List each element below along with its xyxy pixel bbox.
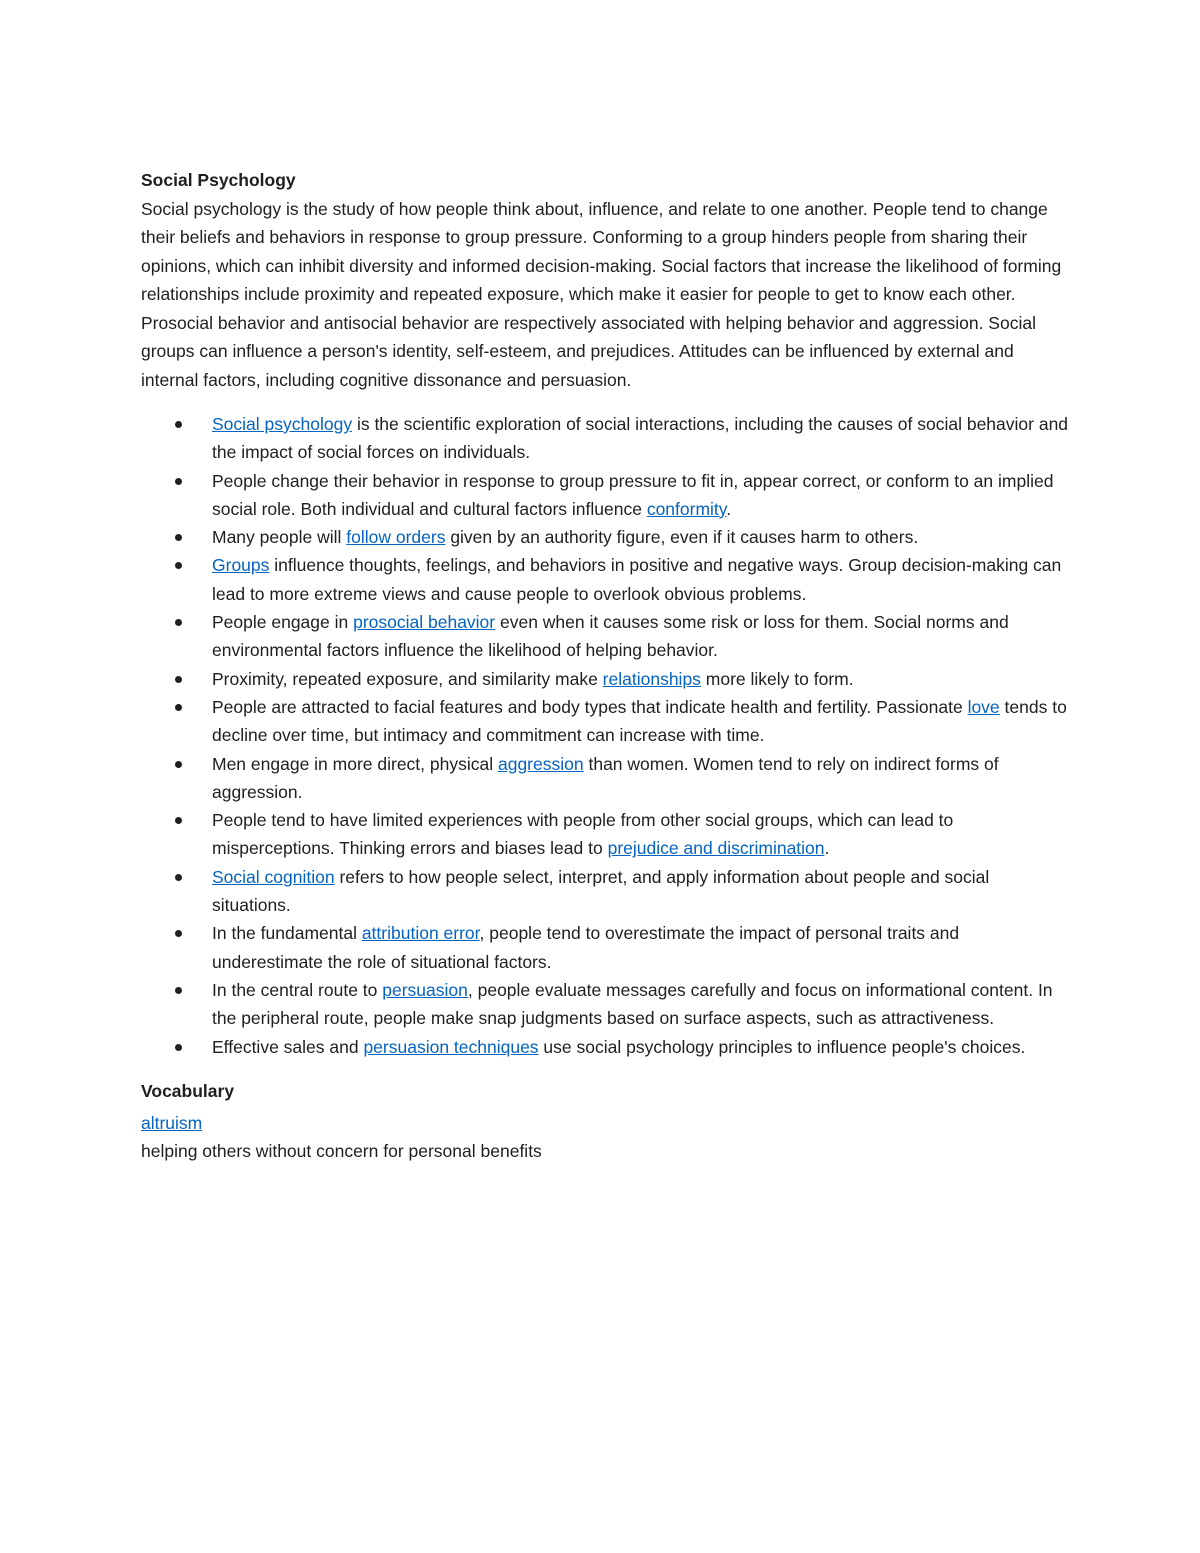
bullet-dot-icon	[175, 987, 182, 994]
bullet-dot-icon	[175, 817, 182, 824]
social-psychology-link[interactable]: Social psychology	[212, 414, 353, 434]
bullet-item: Many people will follow orders given by an authority figure, even if it causes harm to others.	[212, 523, 1071, 551]
prosocial-behavior-link[interactable]: prosocial behavior	[353, 612, 496, 633]
vocabulary-definition: helping others without concern for personal benefits	[141, 1140, 542, 1161]
attribution-error-link[interactable]: attribution error	[361, 923, 480, 944]
social-cognition-link[interactable]: Social cognition	[212, 866, 335, 887]
bullet-item: Social cognition refers to how people select, interpret, and apply information about people and social situations.	[212, 863, 1071, 920]
aggression-link[interactable]: aggression	[497, 753, 584, 774]
summary-bullet-list	[141, 410, 1071, 1061]
intro-paragraph: Social psychology is the study of how people think about, influence, and relate to one another. People tend to change their beliefs and behaviors in response to group pressure. Conforming to a group hinders people from sharing their opinions, which can inhibit diversity and informed decision-making. Social factors that increase the likelihood of forming relationships include proximity and repeated exposure, which make it easier for people to get to know each other. Prosocial behavior and antisocial behavior are respectively associated with helping behavior and aggression. Social groups can influence a person's identity, self-esteem, and prejudices. Attitudes can be influenced by external and internal factors, including cognitive dissonance and persuasion.	[141, 198, 1062, 390]
bullet-item: Social psychology is the scientific exploration of social interactions, including the causes of social behavior and the impact of social forces on individuals.	[212, 410, 1071, 467]
bullet-item: Groups influence thoughts, feelings, and behaviors in positive and negative ways. Group decision-making can lead to more extreme views and cause people to overlook obvious problems.	[212, 551, 1071, 608]
love-link[interactable]: love	[967, 696, 1000, 717]
conformity-link[interactable]: conformity	[646, 498, 727, 519]
bullet-item: People are attracted to facial features and body types that indicate health and fertility. Passionate love tends to decline over time, but intimacy and commitment can increase with time.	[212, 693, 1071, 750]
bullet-item: People tend to have limited experiences with people from other social groups, which can lead to misperceptions. Thinking errors and biases lead to prejudice and discrimination.	[212, 806, 1071, 863]
vocabulary-term-altruism-link[interactable]: altruism	[141, 1112, 203, 1133]
groups-link[interactable]: Groups	[212, 555, 270, 576]
bullet-item: In the central route to persuasion, people evaluate messages carefully and focus on informational content. In the peripheral route, people make snap judgments based on surface aspects, such as attractiveness.	[212, 976, 1071, 1033]
bullet-dot-icon	[175, 619, 182, 626]
follow-orders-link[interactable]: follow orders	[346, 527, 446, 548]
bullet-dot-icon	[175, 478, 182, 485]
bullet-item: Proximity, repeated exposure, and similarity make relationships more likely to form.	[212, 665, 1071, 693]
bullet-dot-icon	[175, 562, 182, 569]
bullet-item: People engage in prosocial behavior even when it causes some risk or loss for them. Social norms and environmental factors influence the likelihood of helping behavior.	[212, 608, 1071, 665]
bullet-dot-icon	[175, 421, 182, 428]
relationships-link[interactable]: relationships	[602, 668, 701, 689]
bullet-dot-icon	[175, 874, 182, 881]
document-page	[141, 166, 1071, 1165]
bullet-dot-icon	[175, 761, 182, 768]
bullet-item: Effective sales and persuasion techniques use social psychology principles to influence people's choices.	[212, 1033, 1071, 1061]
bullet-dot-icon	[175, 930, 182, 937]
bullet-item: People change their behavior in response to group pressure to fit in, appear correct, or conform to an implied social role. Both individual and cultural factors influence conformity.	[212, 467, 1071, 524]
bullet-dot-icon	[175, 534, 182, 541]
vocabulary-heading: Vocabulary	[141, 1080, 235, 1101]
prejudice-and-discrimination-link[interactable]: prejudice and discrimination	[607, 838, 825, 859]
persuasion-link[interactable]: persuasion	[382, 979, 468, 1000]
bullet-item: Men engage in more direct, physical aggression than women. Women tend to rely on indirect forms of aggression.	[212, 750, 1071, 807]
bullet-dot-icon	[175, 704, 182, 711]
bullet-dot-icon	[175, 676, 182, 683]
persuasion-techniques-link[interactable]: persuasion techniques	[363, 1036, 539, 1057]
bullet-item: In the fundamental attribution error, people tend to overestimate the impact of personal traits and underestimate the role of situational factors.	[212, 919, 1071, 976]
document-title: Social Psychology	[141, 170, 296, 190]
bullet-dot-icon	[175, 1044, 182, 1051]
